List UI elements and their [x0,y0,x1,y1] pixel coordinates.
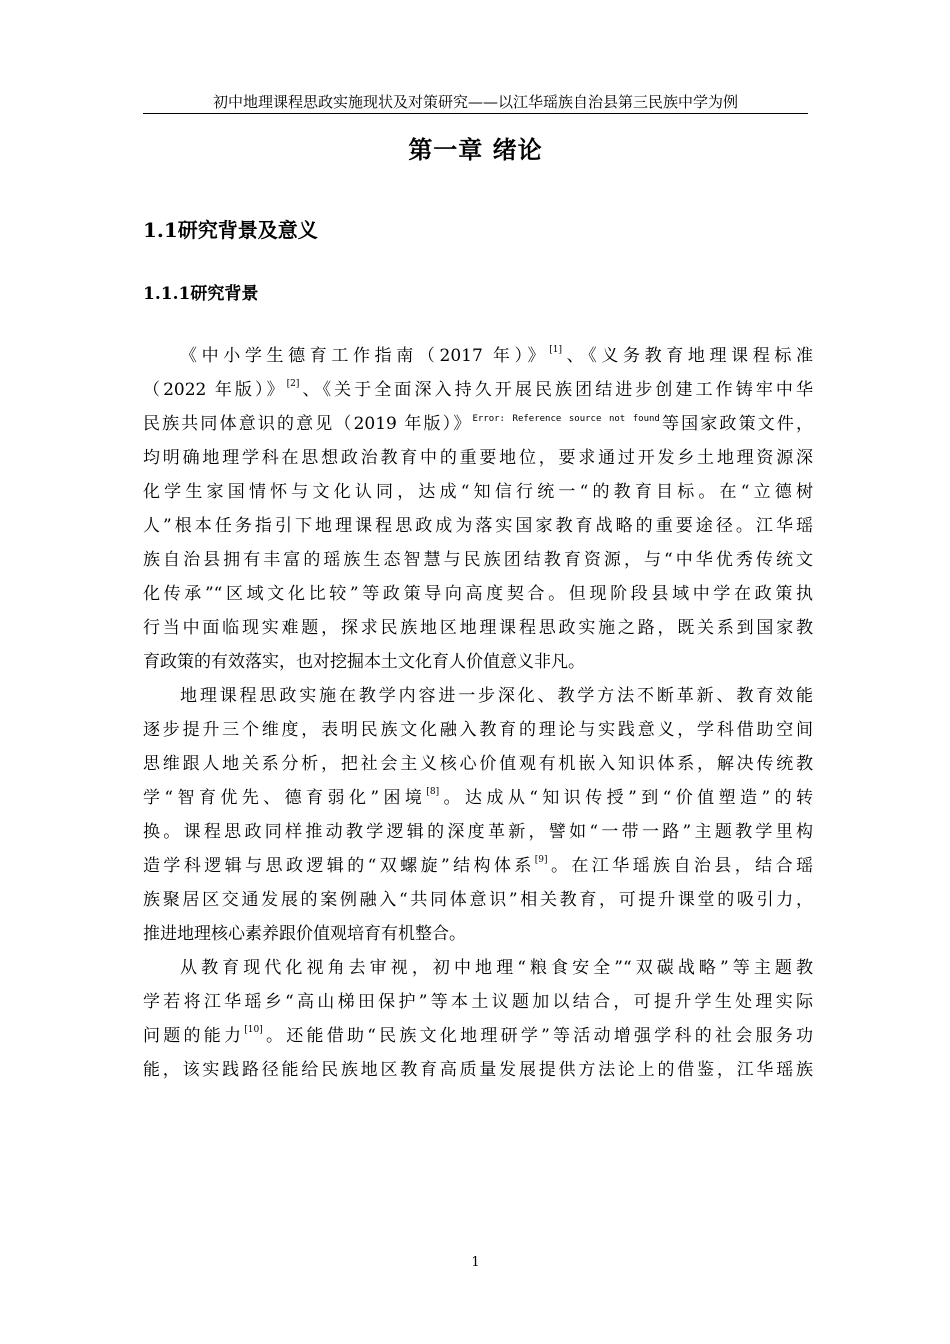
page-number: 1 [471,1255,480,1270]
citation: [9] [534,855,548,865]
text-line: 换。课程思政同样推动教学逻辑的深度革新，譬如“一带一路”主题教学里构 [143,822,813,842]
subsection-title: 研究背景 [190,284,259,304]
text-line: 思维跟人地关系分析，把社会主义核心价值观有机嵌入知识体系，解决传统教 [143,754,813,774]
text-line: 族自治县拥有丰富的瑶族生态智慧与民族团结教育资源，与“中华优秀传统文 [143,550,813,570]
chapter-title: 第一章 绪论 [408,136,543,164]
citation: [1] [549,345,562,355]
text-line: 推进地理核心素养跟价值观培育有机整合。 [143,924,466,944]
text-line: 人”根本任务指引下地理课程思政成为落实国家教育战略的重要途径。江华瑶 [143,516,813,536]
citation: [2] [286,379,300,389]
section-heading [143,216,318,244]
subsection-number: 1.1.1 [143,284,191,304]
text-line: 化传承”“区域文化比较”等政策导向高度契合。但现阶段县域中学在政策执 [143,584,813,604]
text-line: 逐步提升三个维度，表明民族文化融入教育的理论与实践意义，学科借助空间 [143,720,813,740]
citation: [8] [426,787,440,797]
running-header: 初中地理课程思政实施现状及对策研究——以江华瑶族自治县第三民族中学为例 [143,92,808,114]
body-text [143,339,813,1087]
text-line: 均明确地理学科在思想政治教育中的重要地位，要求通过开发乡土地理资源深 [143,448,813,468]
text-line: 地理课程思政实施在教学内容进一步深化、教学方法不断革新、教育效能 [180,686,813,706]
section-title: 研究背景及意义 [177,218,318,242]
text-line: 问题的能力[10]。还能借助“民族文化地理研学”等活动增强学科的社会服务功 [143,1025,813,1046]
text-line: 学“智育优先、德育弱化”困境[8]。达成从“知识传授”到“价值塑造”的转 [143,787,814,808]
citation: [10] [244,1025,263,1035]
text-line: 能，该实践路径能给民族地区教育高质量发展提供方法论上的借鉴，江华瑶族 [143,1060,813,1080]
reference-error: Error: Reference source not found [472,414,660,424]
text-line: 化学生家国情怀与文化认同，达成“知信行统一“的教育目标。在“立德树 [143,482,813,502]
text-line: 族聚居区交通发展的案例融入“共同体意识”相关教育，可提升课堂的吸引力， [143,890,813,910]
text-line: 民族共同体意识的意见（2019 年版）》$^{Error: Reference source not found}$等国家政策文件， [143,414,814,434]
text-line: 造学科逻辑与思政逻辑的“双螺旋”结构体系[9]。在江华瑶族自治县，结合瑶 [143,855,813,876]
subsection-heading [143,282,258,306]
text-line: 学若将江华瑶乡“高山梯田保护”等本土议题加以结合，可提升学生处理实际 [143,992,813,1012]
text-line: 行当中面临现实难题，探求民族地区地理课程思政实施之路，既关系到国家教 [143,618,813,638]
section-number: 1.1 [143,218,178,242]
text-line: （2022 年版）》[2]、《关于全面深入持久开展民族团结进步创建工作铸牢中华 [143,379,813,400]
text-line: 从教育现代化视角去审视，初中地理“粮食安全”“双碳战略”等主题教 [180,958,813,978]
text-line: 育政策的有效落实，也对挖掘本土文化育人价值意义非凡。 [143,652,585,672]
text-line: 《中小学生德育工作指南（2017 年）》[1]、《义务教育地理课程标准 [180,345,814,366]
